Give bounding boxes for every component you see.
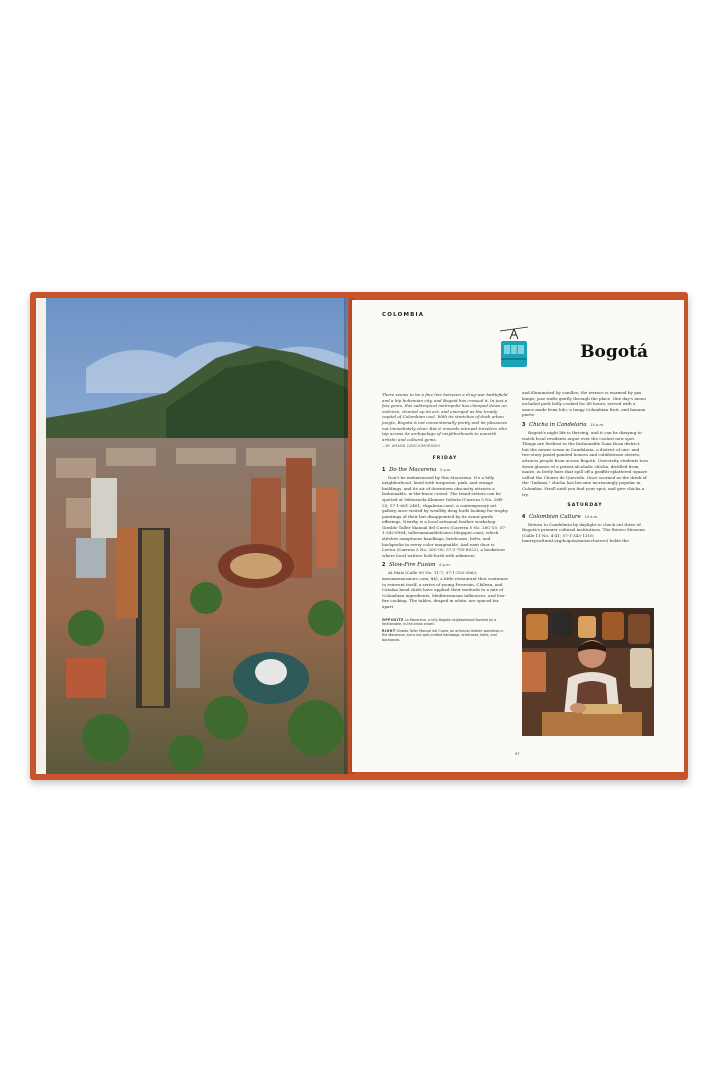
day-heading-friday: FRIDAY (432, 455, 458, 461)
section-title: Do the Macarena (389, 466, 437, 473)
section-time: 8 p.m. (439, 563, 451, 568)
section-title: Chicha in Candelaria (529, 421, 587, 428)
continued-paragraph: and illuminated by candles; the terrace is warmed by gas lamps; jazz wafts gently through the place. One day's menu included pork belly cooked for 48 hours, served with a sauce made from lulo, a tangy Colombian fruit, and banana purée. (522, 390, 646, 418)
section-time: 10 a.m. (584, 514, 599, 519)
section-title: Colombian Culture (529, 513, 581, 520)
section-number: 3 (522, 422, 526, 428)
leather-workshop-photo (522, 608, 654, 736)
section-heading (522, 422, 648, 429)
section-body: Don't be embarrassed by this Macarena. It's a hilly neighborhood, lined with turquoise, pink, and orange buildings, and its air of downtown obscurity attracts a fashionable, in-the-know crowd. The trend-setters can be spotted at Valenzuela Klenner Galería (Carrera 5 No. 26B-25; 57-1-661-2461; vkgaleria.com), a contemporary art gallery once visited by wealthy drug lords looking for trophy paintings of their but disappointed by its avant-garde offerings. Nearby is a local artisanal leather workshop, Giraldo Taller Manual del Cuero (Carrera 5 No. 26C-15; 57-1-342-6964; tallermanualdelcuero.blogspot.com), which stitches sumptuous handbags, briefcases, belts, and backpacks in every color imaginable. And next door is Lovica (Carrera 5 No. 26C-00; 57-1-753-8022), a bookstore where local writers hold forth with admirers. (382, 474, 508, 558)
caption-label: RIGHT (382, 628, 396, 633)
author-byline: —BY AMAND JUDICHIMORSNIO (382, 444, 441, 449)
caption-text: Giraldo Taller Manual del Cuero, an artisanal leather workshop in the Macarena, turns out well-crafted handbags, briefcases, belts, and backpacks. (382, 628, 504, 642)
caption-text: La Macarena, a hilly Bogotá neighborhood favored by a fashionable, in-the-know crowd. (382, 617, 497, 627)
day-heading-saturday: SATURDAY (567, 503, 603, 509)
photo-caption-opposite (382, 618, 508, 627)
section-number: 2 (382, 563, 386, 569)
country-header: COLOMBIA (382, 312, 425, 318)
city-title: Bogotá (580, 342, 648, 362)
section-number: 4 (522, 514, 526, 520)
cable-car-icon (498, 325, 530, 371)
text-column-left (382, 392, 508, 645)
open-book (30, 292, 688, 780)
section-title: Slow-Fire Fusion (389, 562, 436, 569)
section-body: At Maíz (Calle 95 No. 11-7; 57-1-320-2663; mesiamexicanorc.com; $$), a little restaurant that continues to reinvent itself, a series of young Peruvian, Chilean, and Catalan head chefs have applied their methods to a mix of Colombian ingredients, Mediterranean influences, and low-fire cooking. The tables, draped in white, are spaced far apart (382, 570, 508, 609)
section-body: Return to Candelaria by daylight to check out three of Bogotá's premier cultural institutions. The Botero Museum (Calle 11 No. 4-41; 57-1-343-1316; banrepcultural.org/bogota/museo-botero) holds the (522, 521, 645, 544)
section-number: 1 (382, 467, 386, 473)
section-heading (522, 514, 648, 521)
right-page (352, 300, 684, 772)
caption-label: OPPOSITE (382, 617, 404, 622)
section-body: Bogotá's night life is thriving, and it can be dizzying to watch local residents argue over the coolest new spot. Things are liveliest in the fashionable Zona Rosa district, but the newer scene in Candelaria, a district of one- and two-story pastel-painted houses and cobblestone streets, attracts people from across Bogotá. University students toss down glasses of a potent alcoholic chicha, distilled from maize, in lively bars that spill off a graffiti-splattered square called the Chorro de Quevedo. Once scorned as the drink of the "Indians," chicha has become increasingly popular in Colombia. Stroll until you find your spot, and give chicha a try. (522, 429, 648, 497)
photo-caption-right (382, 629, 508, 643)
left-page (36, 298, 348, 774)
intro-paragraph: There seems to be a fine line between a drug-war battlefield and a hip bohemian city, and Bogotá has crossed it. In just a few years, this subtropical metropolis has clamped down on violence, cleaned up its act, and emerged as the trendy capital of Colombian cool. With its stretches of drab urban jungle, Bogotá is not conventionally pretty and its pleasures not immediately clear. But it rewards intrepid travelers who tap across its archipelago of neighborhoods to unearth artistic and cultural gems. (382, 392, 508, 442)
page-number: 97 (515, 752, 520, 756)
section-heading (382, 562, 508, 569)
text-column-right (522, 390, 648, 546)
bogota-aerial-photo (46, 298, 348, 774)
section-time: 10 p.m. (590, 422, 605, 427)
section-heading (382, 467, 508, 474)
section-time: 5 p.m. (440, 467, 452, 472)
